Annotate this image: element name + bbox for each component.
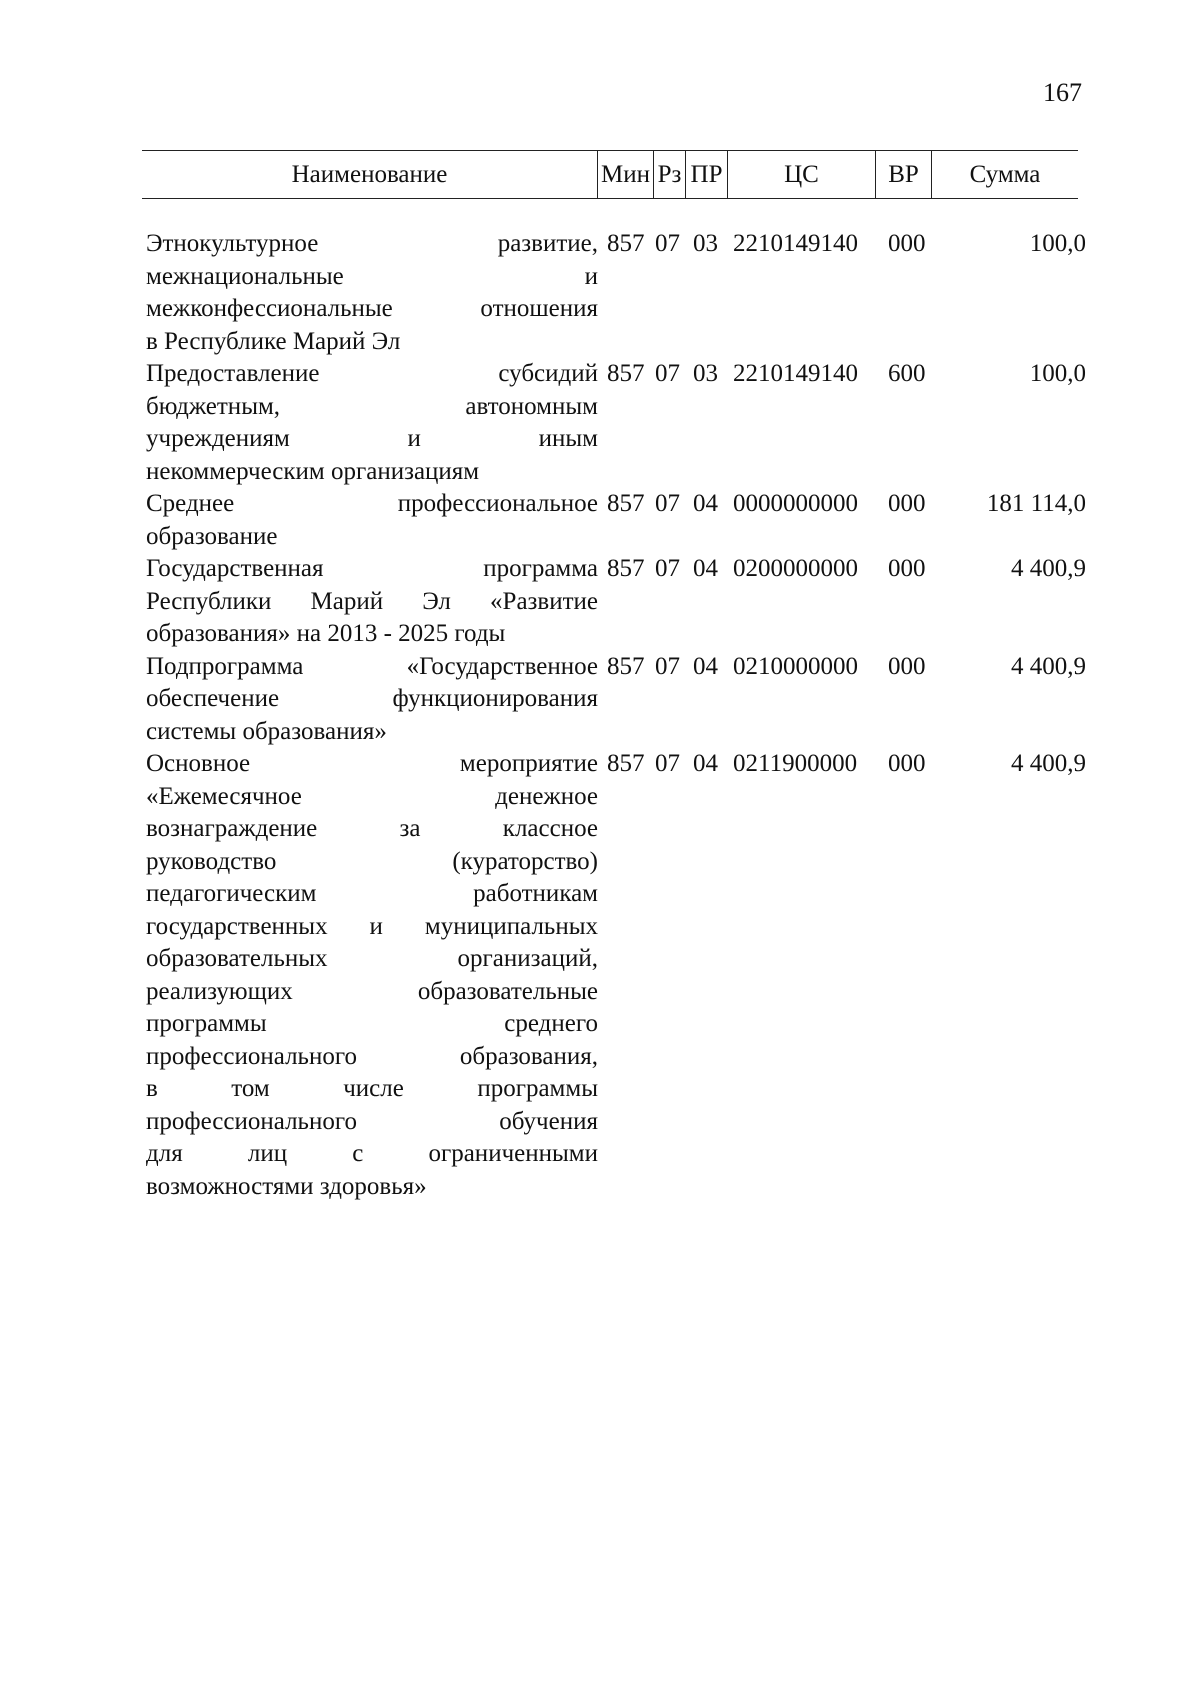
- row-rz: 07: [655, 652, 680, 680]
- row-name: [146, 553, 598, 651]
- row-sum: 4 400,9: [1011, 750, 1086, 777]
- row-min: 857: [607, 230, 645, 257]
- table-row: [146, 488, 1086, 553]
- header-sum: Сумма: [969, 160, 1041, 188]
- row-sum: 4 400,9: [1011, 555, 1086, 582]
- row-sum: 100,0: [1029, 360, 1086, 387]
- row-cs: 0210000000: [733, 652, 858, 680]
- row-name-line: Основное мероприятие: [146, 750, 598, 777]
- row-rz: 07: [655, 555, 680, 582]
- row-rz: 07: [655, 360, 680, 387]
- row-name-line: некоммерческим организациям: [146, 457, 480, 485]
- row-name-line: бюджетным, автономным: [146, 392, 598, 420]
- row-name-line: образование: [146, 522, 278, 550]
- row-sum: 4 400,9: [1011, 652, 1086, 680]
- row-cs: 0000000000: [733, 490, 858, 517]
- row-name-line: для лиц с ограниченными: [146, 1140, 598, 1167]
- row-name-line: программы среднего: [146, 1010, 598, 1037]
- table-row: [146, 748, 1086, 1203]
- table-row: [146, 358, 1086, 488]
- row-name: [146, 651, 598, 749]
- row-pr: 04: [693, 652, 718, 680]
- row-name-line: учреждениям и иным: [146, 425, 598, 452]
- row-name-line: государственных и муниципальных: [146, 912, 598, 940]
- row-name: [146, 488, 598, 553]
- table-header: [142, 150, 1078, 199]
- row-name-line: педагогическим работникам: [146, 880, 598, 907]
- row-min: 857: [607, 555, 645, 582]
- row-rz: 07: [655, 750, 680, 777]
- row-cs: 0200000000: [733, 555, 858, 582]
- row-name-line: Этнокультурное развитие,: [146, 230, 598, 257]
- row-min: 857: [607, 490, 645, 517]
- row-vr: 000: [888, 490, 926, 517]
- row-vr: 000: [888, 230, 926, 257]
- row-name-line: Республики Марий Эл «Развитие: [146, 587, 598, 615]
- table-row: [146, 553, 1086, 651]
- row-name-line: возможностями здоровья»: [146, 1172, 427, 1200]
- header-min: Мин: [598, 151, 654, 198]
- row-cs: 0211900000: [733, 750, 858, 777]
- row-min: 857: [607, 652, 645, 680]
- row-min: 857: [607, 360, 645, 387]
- table-body: [146, 228, 1086, 1203]
- table-row: [146, 228, 1086, 358]
- row-name-line: вознаграждение за классное: [146, 815, 598, 842]
- row-name: [146, 748, 598, 1203]
- row-pr: 04: [693, 490, 718, 517]
- row-pr: 04: [693, 750, 718, 777]
- row-name-line: профессионального обучения: [146, 1107, 598, 1135]
- row-min: 857: [607, 750, 645, 777]
- row-name: [146, 358, 598, 488]
- row-name-line: профессионального образования,: [146, 1042, 598, 1070]
- header-cs: ЦС: [728, 151, 876, 198]
- row-name-line: в Республике Марий Эл: [146, 327, 401, 355]
- row-name-line: Государственная программа: [146, 555, 598, 582]
- row-name-line: в том числе программы: [146, 1075, 598, 1102]
- row-name-line: межнациональные и: [146, 262, 598, 290]
- row-name-line: Предоставление субсидий: [146, 360, 598, 387]
- row-vr: 000: [888, 750, 926, 777]
- row-name-line: межконфессиональные отношения: [146, 295, 598, 322]
- header-name: Наименование: [142, 151, 598, 198]
- row-pr: 04: [693, 555, 718, 582]
- row-rz: 07: [655, 490, 680, 517]
- row-name-line: «Ежемесячное денежное: [146, 782, 598, 810]
- row-name-line: системы образования»: [146, 717, 387, 745]
- row-name-line: Среднее профессиональное: [146, 490, 598, 517]
- row-name-line: руководство (кураторство): [146, 847, 598, 875]
- row-vr: 600: [888, 360, 926, 387]
- row-name: [146, 228, 598, 358]
- row-pr: 03: [693, 360, 718, 387]
- row-vr: 000: [888, 555, 926, 582]
- row-sum: 181 114,0: [986, 490, 1086, 517]
- header-pr: ПР: [686, 151, 728, 198]
- table-row: [146, 651, 1086, 749]
- row-name-line: образовательных организаций,: [146, 945, 598, 972]
- row-name-line: Подпрограмма «Государственное: [146, 652, 598, 680]
- row-name-line: реализующих образовательные: [146, 977, 598, 1005]
- row-rz: 07: [655, 230, 680, 257]
- row-name-line: обеспечение функционирования: [146, 685, 598, 712]
- row-cs: 2210149140: [733, 360, 858, 387]
- row-pr: 03: [693, 230, 718, 257]
- header-rz: Рз: [654, 151, 686, 198]
- header-vr: ВР: [876, 151, 932, 198]
- page-number: 167: [1043, 78, 1082, 107]
- row-sum: 100,0: [1029, 230, 1086, 257]
- row-cs: 2210149140: [733, 230, 858, 257]
- row-vr: 000: [888, 652, 926, 680]
- row-name-line: образования» на 2013 - 2025 годы: [146, 620, 506, 647]
